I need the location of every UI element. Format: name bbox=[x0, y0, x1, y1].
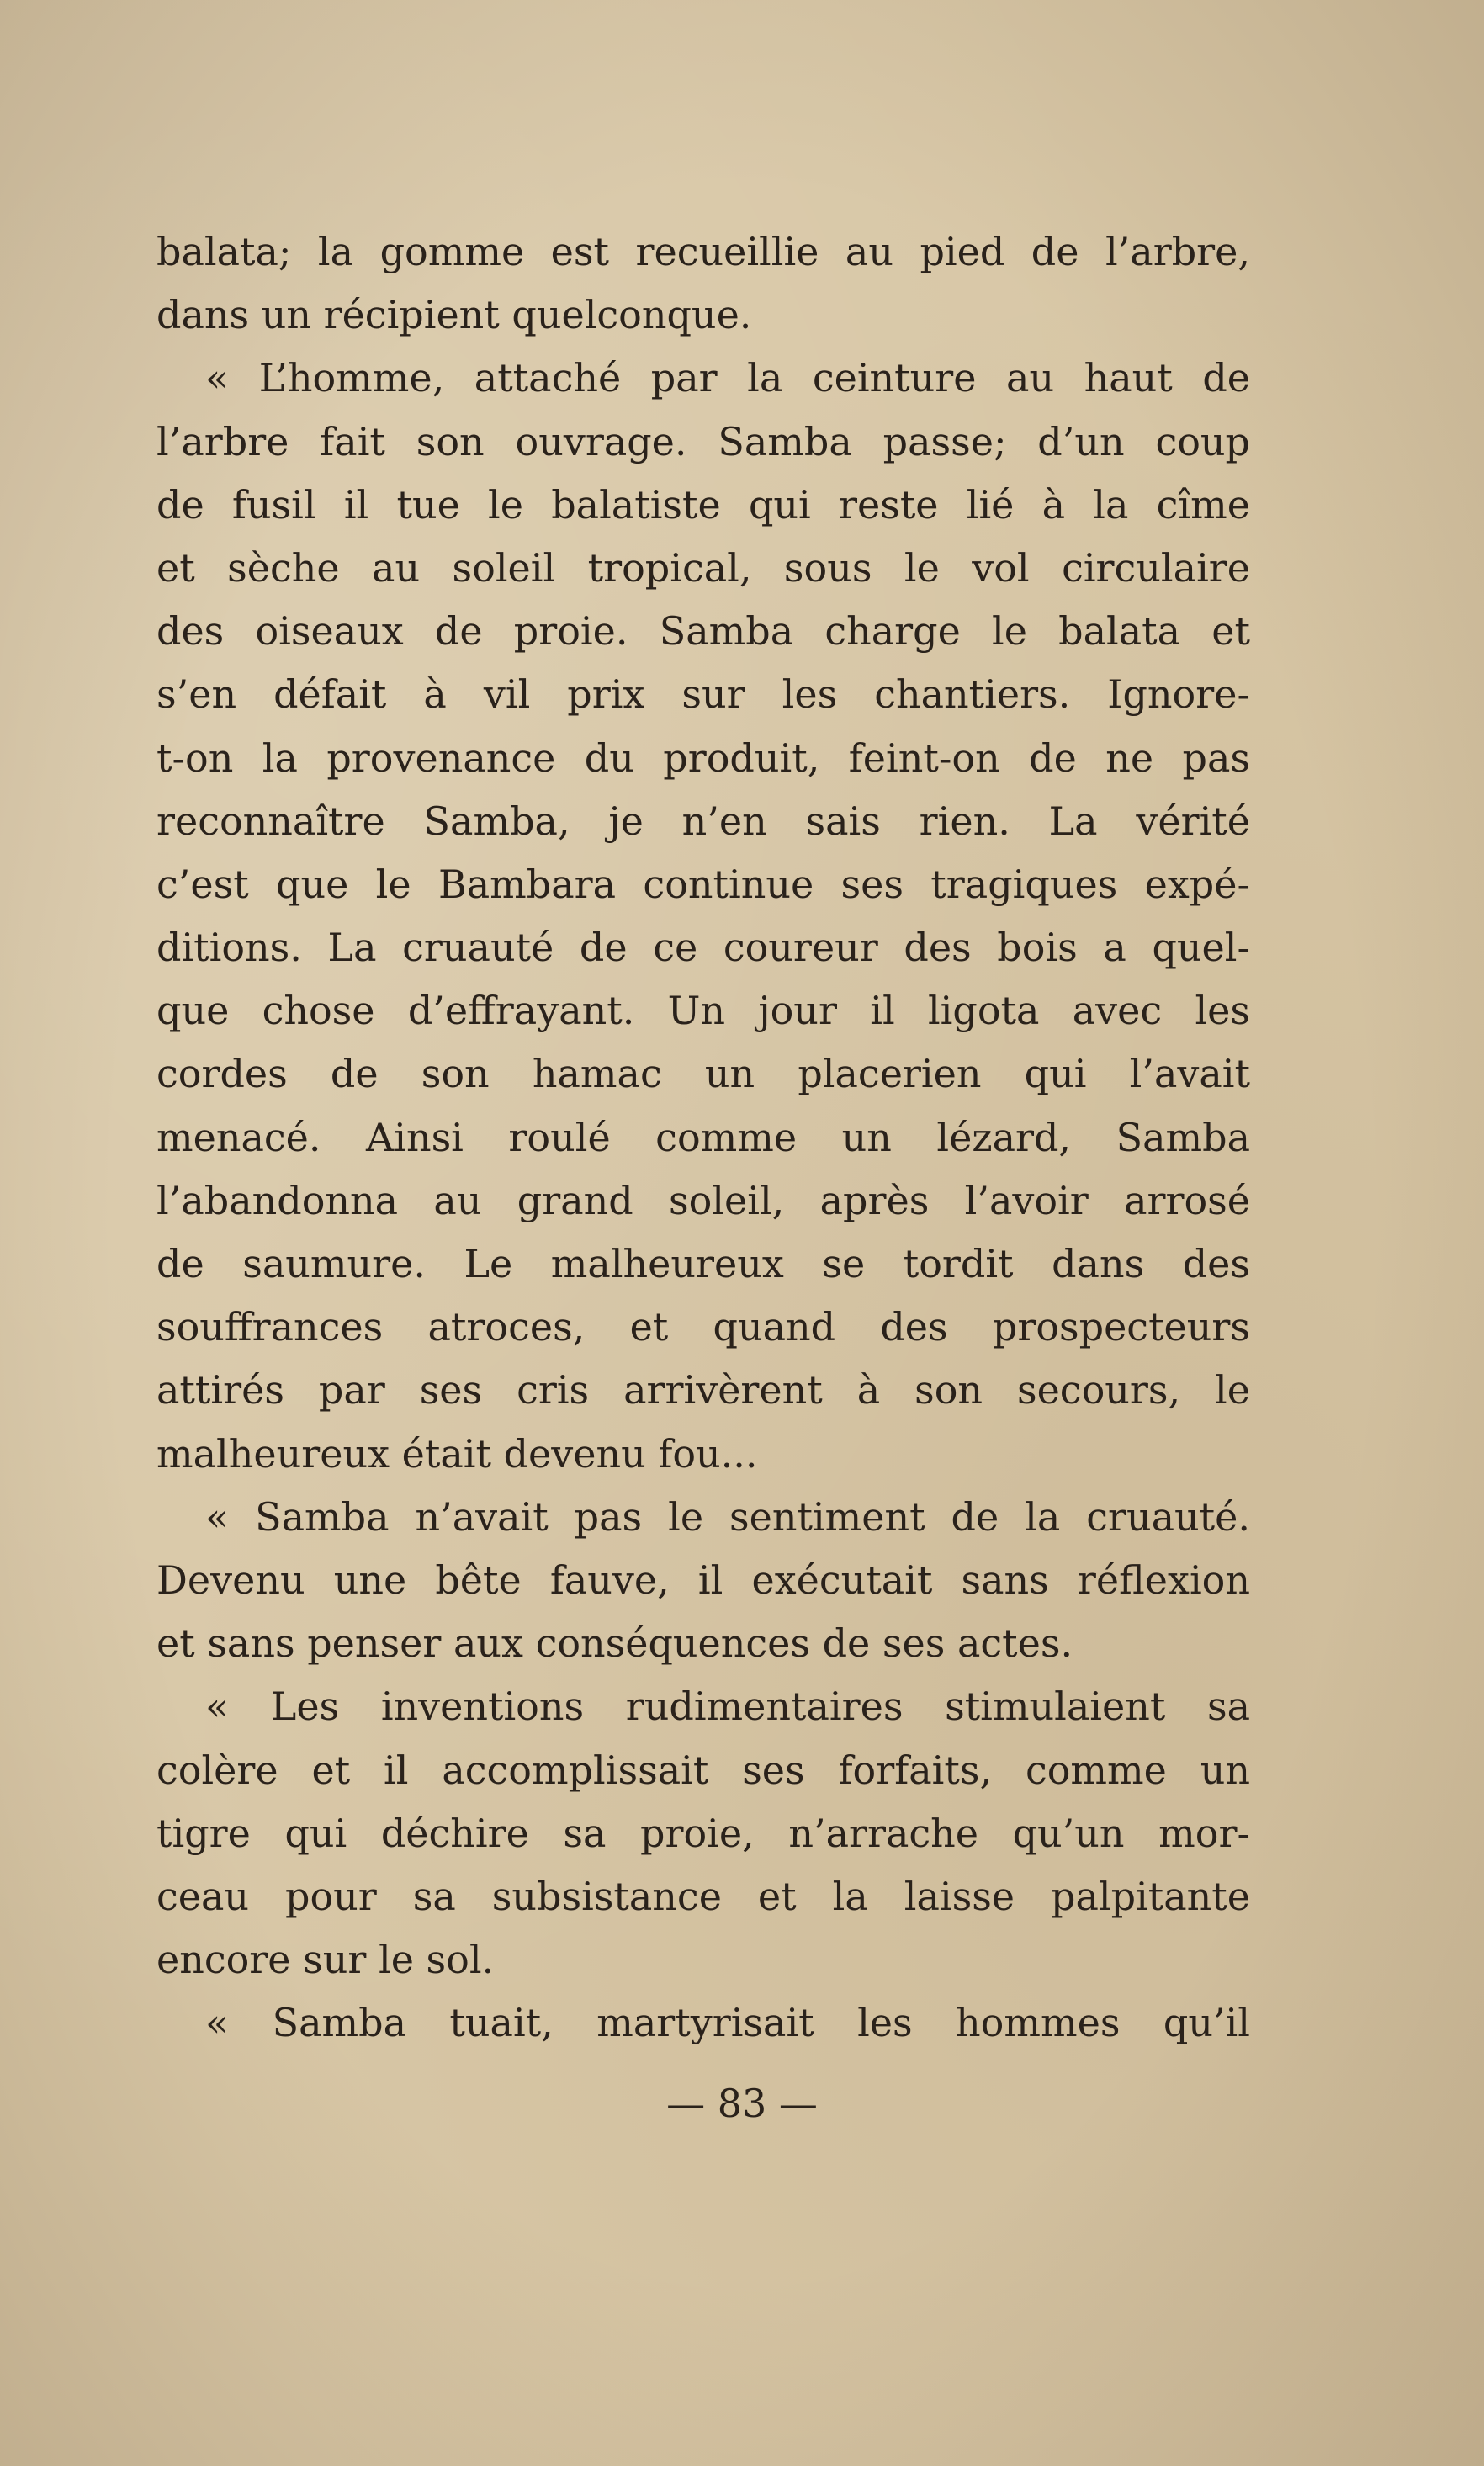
body-text bbox=[156, 220, 1250, 2055]
text-line: l’abandonna au grand soleil, après l’avoir arrosé bbox=[156, 1177, 1250, 1223]
text-line: dans un récipient quelconque. bbox=[156, 292, 752, 338]
text-line: encore sur le sol. bbox=[156, 1937, 495, 1983]
text-line: t-on la provenance du produit, feint-on de ne pas bbox=[156, 734, 1250, 781]
text-line: souffrances atroces, et quand des prospecteurs bbox=[156, 1304, 1250, 1350]
text-line: c’est que le Bambara continue ses tragiques expé- bbox=[156, 861, 1250, 907]
text-line: colère et il accomplissait ses forfaits, comme un bbox=[156, 1747, 1250, 1793]
text-line: menacé. Ainsi roulé comme un lézard, Samba bbox=[156, 1114, 1250, 1160]
text-line: ceau pour sa subsistance et la laisse palpitante bbox=[156, 1873, 1250, 1919]
text-line: de fusil il tue le balatiste qui reste lié à la cîme bbox=[156, 481, 1250, 528]
text-line: tigre qui déchire sa proie, n’arrache qu’un mor- bbox=[156, 1810, 1250, 1856]
text-line: balata; la gomme est recueillie au pied de l’arbre, bbox=[156, 229, 1250, 274]
text-line: que chose d’effrayant. Un jour il ligota avec les bbox=[156, 988, 1250, 1034]
text-line: et sèche au soleil tropical, sous le vol circulaire bbox=[156, 544, 1250, 591]
text-line: ditions. La cruauté de ce coureur des bois a quel- bbox=[156, 925, 1250, 971]
text-line: cordes de son hamac un placerien qui l’avait bbox=[156, 1051, 1250, 1097]
text-line: de saumure. Le malheureux se tordit dans des bbox=[156, 1241, 1250, 1286]
text-line: attirés par ses cris arrivèrent à son secours, le bbox=[156, 1367, 1250, 1413]
text-line: et sans penser aux conséquences de ses actes. bbox=[156, 1620, 1073, 1667]
text-line: « Samba n’avait pas le sentiment de la cruauté. bbox=[205, 1493, 1250, 1540]
page-number: — 83 — bbox=[666, 2081, 818, 2126]
text-line: malheureux était devenu fou... bbox=[156, 1430, 758, 1477]
text-line: « Samba tuait, martyrisait les hommes qu’il bbox=[205, 2000, 1250, 2046]
text-line: Devenu une bête fauve, il exécutait sans réflexion bbox=[156, 1556, 1250, 1603]
text-line: des oiseaux de proie. Samba charge le balata et bbox=[156, 608, 1250, 655]
text-line: reconnaître Samba, je n’en sais rien. La vérité bbox=[156, 798, 1250, 844]
text-line: l’arbre fait son ouvrage. Samba passe; d’un coup bbox=[156, 418, 1250, 464]
text-line: « Les inventions rudimentaires stimulaient sa bbox=[205, 1684, 1250, 1730]
text-line: « L’homme, attaché par la ceinture au haut de bbox=[205, 355, 1250, 401]
text-line: s’en défait à vil prix sur les chantiers. Ignore- bbox=[156, 671, 1250, 718]
